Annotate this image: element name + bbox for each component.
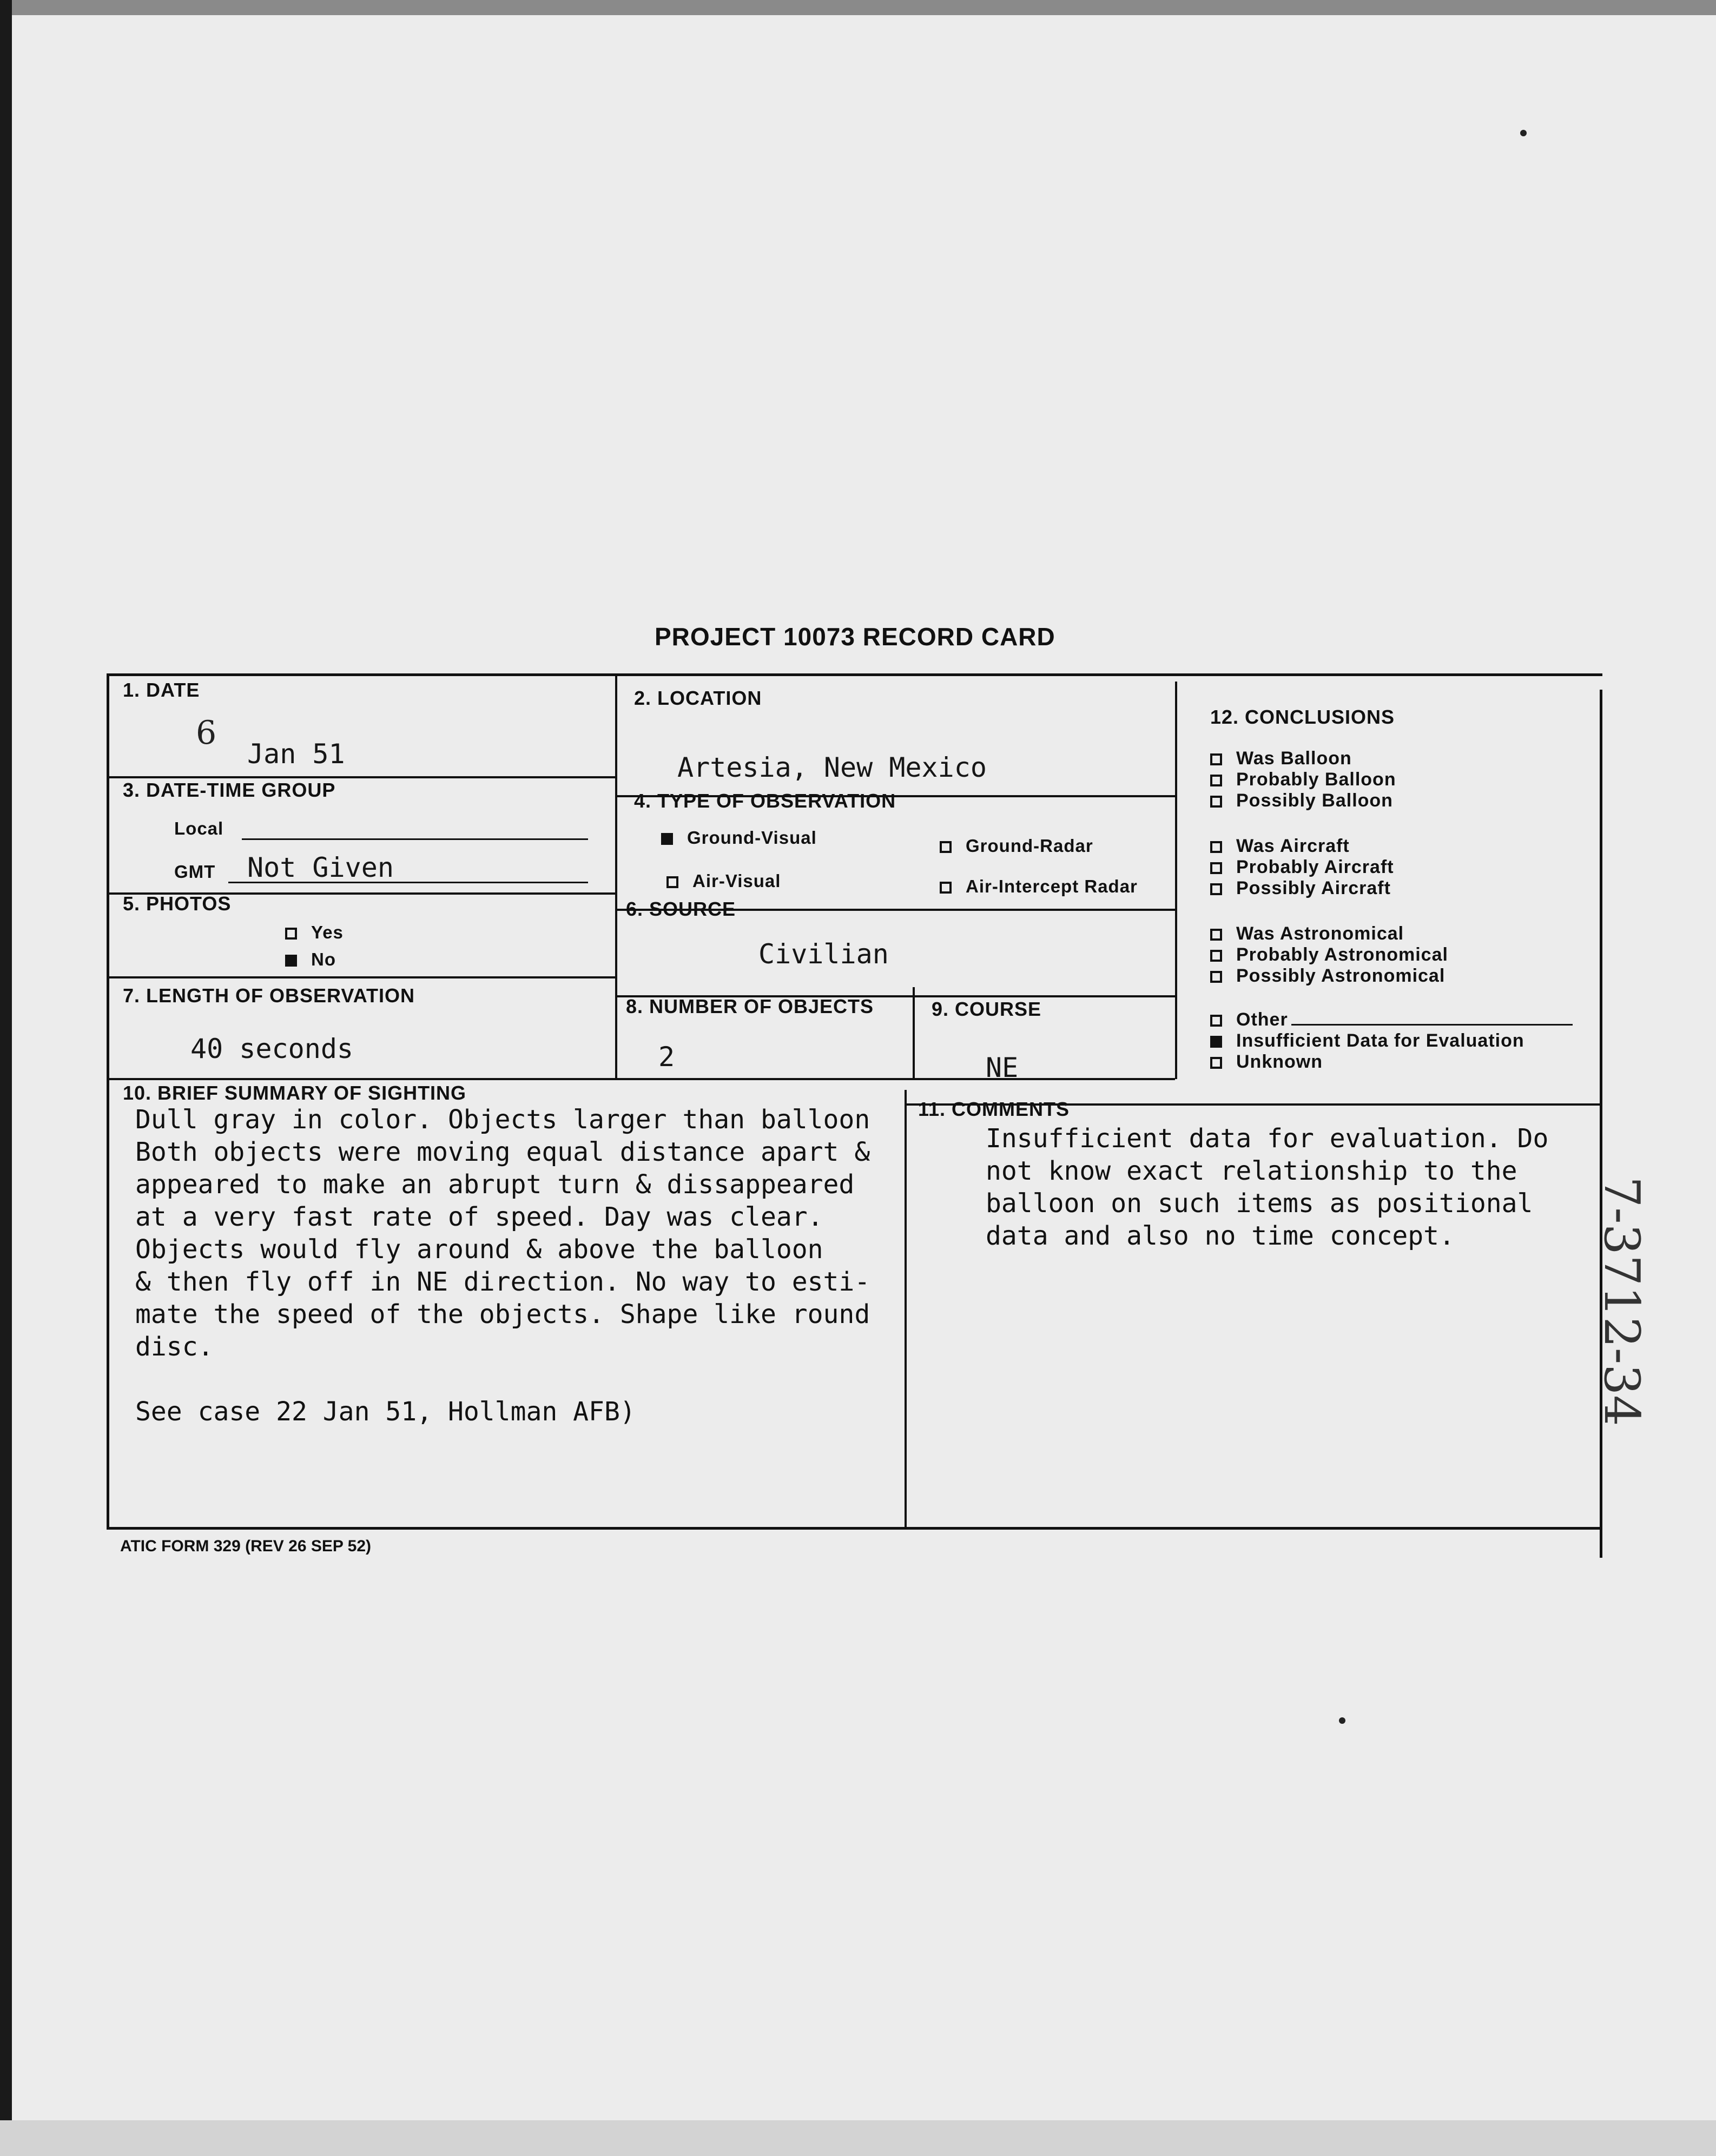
comments-line: balloon on such items as positional — [986, 1188, 1533, 1219]
scan-speck — [1520, 130, 1527, 136]
option-air-intercept-radar[interactable]: Air-Intercept Radar — [940, 876, 1138, 897]
source-value: Civilian — [758, 938, 889, 970]
option-photos-yes[interactable]: Yes — [285, 922, 344, 943]
comments-label: 11. COMMENTS — [918, 1098, 1070, 1120]
summary-line: disc. — [135, 1332, 214, 1362]
summary-line: Both objects were moving equal distance apart & — [135, 1137, 870, 1167]
conclusion-probably-balloon[interactable]: Probably Balloon — [1210, 769, 1396, 790]
course-label: 9. COURSE — [932, 998, 1042, 1020]
conclusion-possibly-astronomical[interactable]: Possibly Astronomical — [1210, 965, 1445, 987]
summary-line: Dull gray in color. Objects larger than balloon — [135, 1105, 870, 1135]
conclusion-unknown[interactable]: Unknown — [1210, 1051, 1323, 1073]
scan-top-edge — [0, 0, 1716, 15]
location-label: 2. LOCATION — [634, 687, 762, 709]
checkbox-icon — [285, 928, 297, 940]
option-air-visual[interactable]: Air-Visual — [666, 871, 781, 891]
conclusions-label: 12. CONCLUSIONS — [1210, 706, 1395, 728]
conclusion-probably-aircraft[interactable]: Probably Aircraft — [1210, 857, 1394, 878]
scan-left-edge — [0, 0, 12, 2156]
length-label: 7. LENGTH OF OBSERVATION — [123, 984, 415, 1007]
date-value: Jan 51 — [247, 738, 345, 770]
conclusion-possibly-aircraft[interactable]: Possibly Aircraft — [1210, 878, 1391, 899]
conclusion-other[interactable]: Other — [1210, 1009, 1573, 1030]
photos-label: 5. PHOTOS — [123, 892, 232, 915]
conclusion-was-astronomical[interactable]: Was Astronomical — [1210, 923, 1404, 944]
conclusion-probably-astronomical[interactable]: Probably Astronomical — [1210, 944, 1448, 965]
brief-summary-label: 10. BRIEF SUMMARY OF SIGHTING — [123, 1082, 467, 1104]
comments-line: Insufficient data for evaluation. Do — [986, 1123, 1549, 1154]
checkbox-icon — [666, 876, 678, 888]
gmt-label: GMT — [174, 862, 216, 882]
comments-text — [986, 1122, 1548, 1252]
conclusion-insufficient-data[interactable]: Insufficient Data for Evaluation — [1210, 1030, 1524, 1051]
checkbox-checked-icon — [661, 833, 673, 845]
scan-bottom-edge — [0, 2120, 1716, 2156]
date-time-group-label: 3. DATE-TIME GROUP — [123, 779, 336, 801]
summary-line: at a very fast rate of speed. Day was clear. — [135, 1202, 823, 1232]
conclusion-was-aircraft[interactable]: Was Aircraft — [1210, 836, 1350, 857]
option-ground-visual[interactable]: Ground-Visual — [661, 828, 817, 848]
option-ground-radar[interactable]: Ground-Radar — [940, 836, 1093, 856]
comments-line: not know exact relationship to the — [986, 1156, 1517, 1186]
date-label: 1. DATE — [123, 679, 200, 701]
card-title: PROJECT 10073 RECORD CARD — [655, 623, 1055, 651]
summary-line: & then fly off in NE direction. No way to esti- — [135, 1267, 870, 1297]
checkbox-icon — [940, 841, 952, 853]
summary-line: mate the speed of the objects. Shape like round — [135, 1299, 870, 1330]
number-of-objects-value: 2 — [658, 1041, 675, 1073]
scan-speck — [1339, 1717, 1345, 1724]
summary-line: Objects would fly around & above the balloon — [135, 1234, 823, 1265]
local-label: Local — [174, 818, 224, 838]
checkbox-checked-icon — [285, 955, 297, 967]
checkbox-checked-icon — [1210, 1036, 1222, 1048]
summary-line: appeared to make an abrupt turn & dissappeared — [135, 1169, 855, 1200]
conclusion-possibly-balloon[interactable]: Possibly Balloon — [1210, 790, 1393, 811]
type-of-observation-label: 4. TYPE OF OBSERVATION — [634, 790, 896, 812]
length-value: 40 seconds — [190, 1033, 354, 1064]
date-handwritten: 6 — [196, 714, 217, 752]
course-value: NE — [986, 1052, 1019, 1083]
conclusion-was-balloon[interactable]: Was Balloon — [1210, 748, 1352, 769]
margin-note: 7-3712-34 — [1593, 1176, 1650, 1426]
source-label: 6. SOURCE — [626, 898, 736, 920]
brief-summary-text — [135, 1103, 925, 1428]
option-photos-no[interactable]: No — [285, 949, 336, 970]
checkbox-icon — [940, 882, 952, 894]
location-value: Artesia, New Mexico — [677, 752, 987, 783]
form-id: ATIC FORM 329 (REV 26 SEP 52) — [120, 1537, 372, 1555]
comments-line: data and also no time concept. — [986, 1221, 1455, 1251]
gmt-value: Not Given — [247, 852, 394, 883]
summary-note: See case 22 Jan 51, Hollman AFB) — [135, 1397, 636, 1427]
number-of-objects-label: 8. NUMBER OF OBJECTS — [626, 995, 874, 1017]
